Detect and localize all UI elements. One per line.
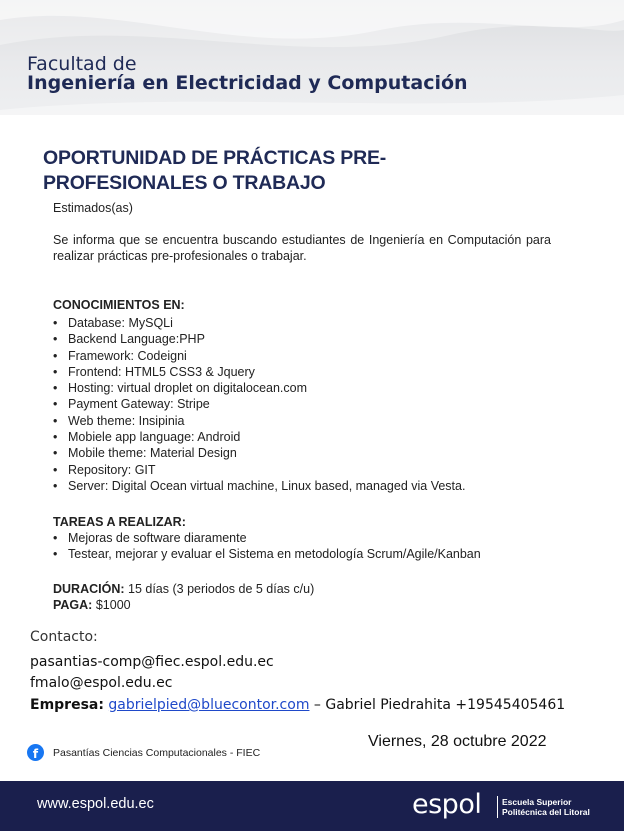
header-banner bbox=[0, 0, 624, 115]
list-item: • Mobile theme: Material Design bbox=[53, 446, 237, 461]
list-item: • Testear, mejorar y evaluar el Sistema en metodología Scrum/Agile/Kanban bbox=[53, 547, 481, 562]
company-email-link[interactable]: gabrielpied@bluecontor.com bbox=[108, 697, 310, 713]
contact-email-primary[interactable]: pasantias-comp@fiec.espol.edu.ec bbox=[30, 654, 274, 670]
bullet: • bbox=[53, 430, 58, 445]
bullet: • bbox=[53, 462, 58, 477]
faculty-name-line2: Ingeniería en Electricidad y Computación bbox=[27, 72, 468, 94]
tasks-heading: TAREAS A REALIZAR: bbox=[53, 515, 186, 529]
bullet: • bbox=[53, 413, 58, 428]
espol-logo-subtitle: Escuela Superior Politécnica del Litoral bbox=[502, 797, 590, 817]
bullet: • bbox=[53, 397, 58, 412]
bullet: • bbox=[53, 316, 58, 330]
bullet: • bbox=[53, 531, 58, 545]
list-item: • Repository: GIT bbox=[53, 462, 156, 477]
facebook-page[interactable] bbox=[27, 744, 260, 761]
duration-pay-block bbox=[53, 581, 314, 614]
list-item: • Frontend: HTML5 CSS3 & Jquery bbox=[53, 364, 255, 379]
faculty-name-line1: Facultad de bbox=[27, 53, 137, 75]
list-item: • Web theme: Insipinia bbox=[53, 413, 185, 428]
espol-logo: espol bbox=[412, 789, 482, 820]
facebook-page-label: Pasantías Ciencias Computacionales - FIEC bbox=[53, 746, 261, 759]
contact-label: Contacto: bbox=[30, 629, 98, 645]
bullet: • bbox=[53, 478, 58, 493]
bullet: • bbox=[53, 547, 58, 562]
website-link[interactable]: www.espol.edu.ec bbox=[37, 796, 154, 812]
pay-line: PAGA: $1000 bbox=[53, 598, 131, 613]
publication-date: Viernes, 28 octubre 2022 bbox=[368, 733, 547, 750]
contact-email-secondary[interactable]: fmalo@espol.edu.ec bbox=[30, 675, 173, 691]
greeting: Estimados(as) bbox=[53, 201, 133, 215]
list-item: • Backend Language:PHP bbox=[53, 332, 205, 347]
bullet: • bbox=[53, 446, 58, 461]
company-contact bbox=[30, 697, 565, 713]
page-title bbox=[43, 146, 443, 196]
bullet: • bbox=[53, 364, 58, 379]
knowledge-heading: CONOCIMIENTOS EN: bbox=[53, 298, 185, 312]
facebook-icon: f bbox=[27, 744, 44, 761]
duration-line: DURACIÓN: 15 días (3 periodos de 5 días c/u) bbox=[53, 582, 315, 596]
list-item: • Payment Gateway: Stripe bbox=[53, 397, 210, 412]
title-line1: OPORTUNIDAD DE PRÁCTICAS PRE- bbox=[43, 147, 387, 169]
footer-bar bbox=[0, 781, 624, 831]
company-label: Empresa: bbox=[30, 697, 104, 713]
bullet: • bbox=[53, 332, 58, 347]
list-item: • Framework: Codeigni bbox=[53, 348, 187, 363]
intro-paragraph: Se informa que se encuentra buscando estudiantes de Ingeniería en Computación para realizar prácticas pre-profesionales o trabajar. bbox=[53, 233, 551, 264]
logo-divider bbox=[497, 796, 498, 818]
list-item: • Server: Digital Ocean virtual machine, Linux based, managed via Vesta. bbox=[53, 478, 466, 493]
company-contact-person: – Gabriel Piedrahita +19545405461 bbox=[309, 697, 566, 713]
bullet: • bbox=[53, 348, 58, 363]
bullet: • bbox=[53, 381, 58, 396]
knowledge-list bbox=[53, 315, 465, 494]
tasks-list bbox=[53, 530, 481, 563]
list-item: • Database: MySQLi bbox=[53, 316, 173, 330]
list-item: • Mejoras de software diaramente bbox=[53, 531, 247, 545]
list-item: • Mobiele app language: Android bbox=[53, 430, 241, 445]
title-line2: PROFESIONALES O TRABAJO bbox=[43, 172, 326, 194]
list-item: • Hosting: virtual droplet on digitalocean.com bbox=[53, 381, 308, 396]
